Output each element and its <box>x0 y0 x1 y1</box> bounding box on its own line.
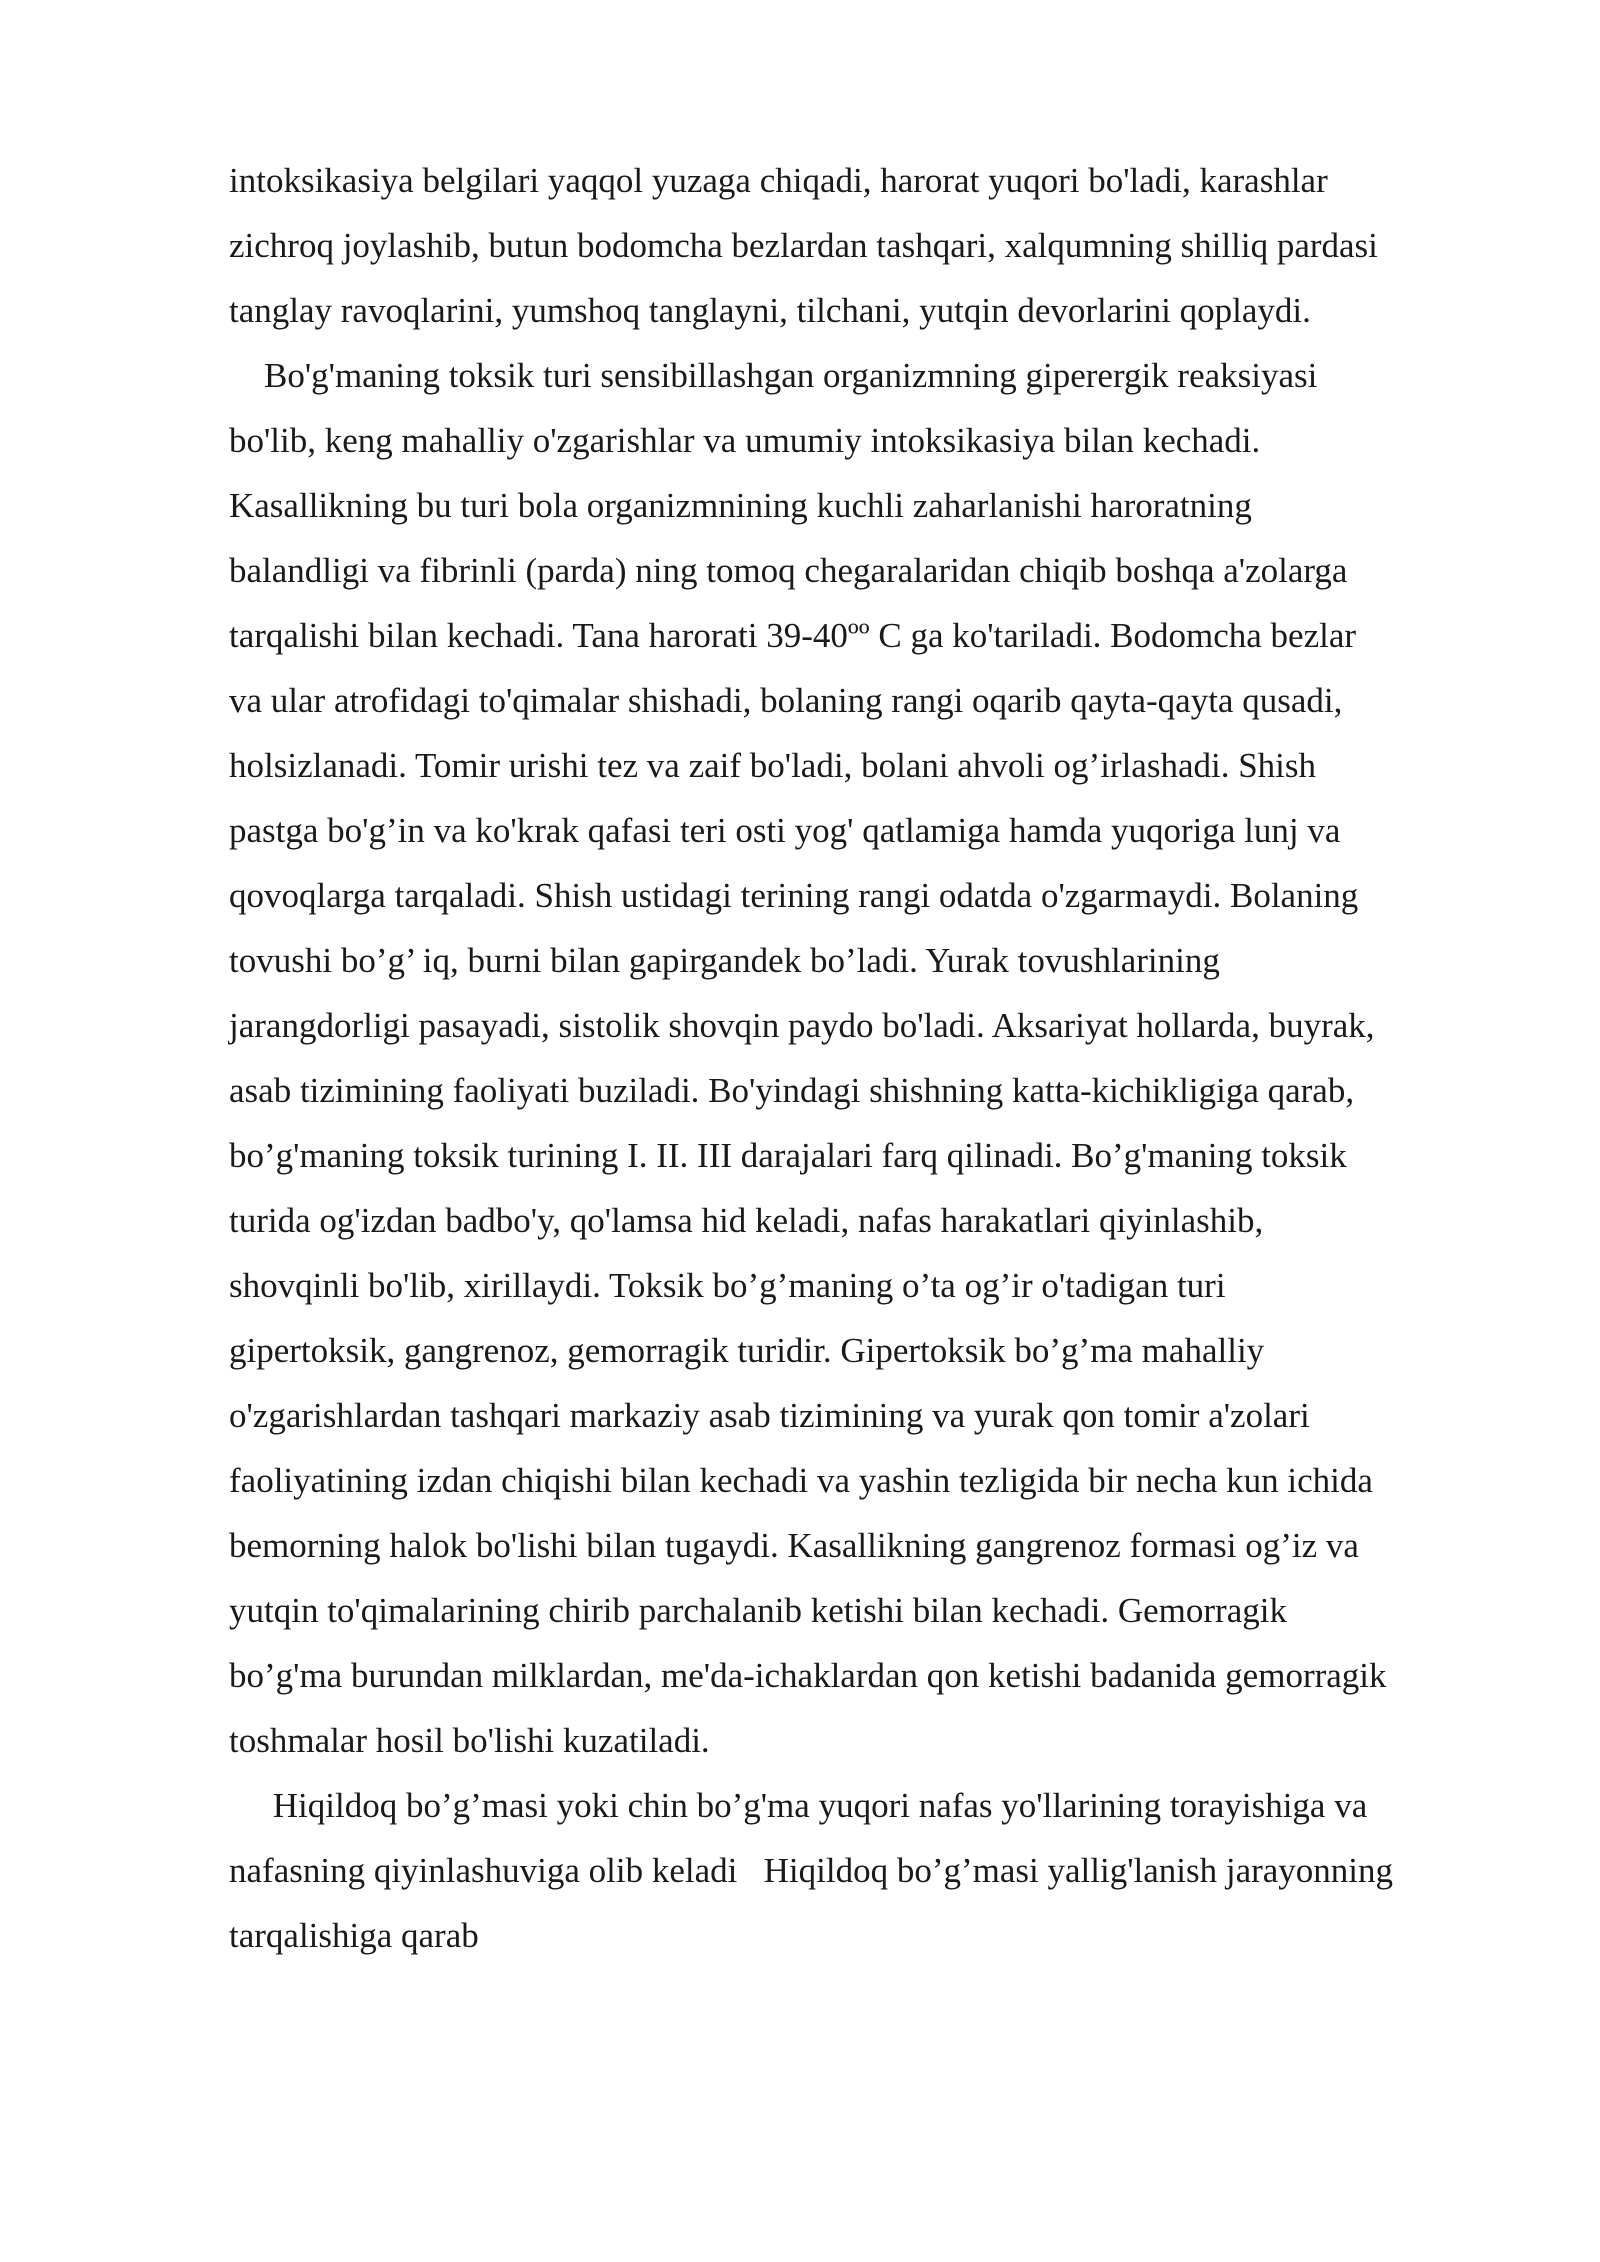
text-line: tarqalishi bilan kechadi. Tana harorati 39-40ºº C ga ko'tariladi. Bodomcha bezlar <box>229 616 1357 655</box>
text-line: va ular atrofidagi to'qimalar shishadi, bolaning rangi oqarib qayta-qayta qusadi, <box>229 681 1343 720</box>
text-line: Hiqildoq bo’g’masi yoki chin bo’g'ma yuqori nafas yo'llarining torayishiga va <box>229 1786 1368 1825</box>
text-line: yutqin to'qimalarining chirib parchalanib ketishi bilan kechadi. Gemorragik <box>229 1591 1287 1630</box>
paragraph-3 <box>229 1773 1509 1968</box>
text-line: qovoqlarga tarqaladi. Shish ustidagi terining rangi odatda o'zgarmaydi. Bolaning <box>229 876 1359 915</box>
text-line: bo’g'ma burundan milklardan, me'da-ichaklardan qon ketishi badanida gemorragik <box>229 1656 1387 1695</box>
text-line: asab tizimining faoliyati buziladi. Bo'yindagi shishning katta-kichikligiga qarab, <box>229 1071 1355 1110</box>
text-line: holsizlanadi. Tomir urishi tez va zaif bo'ladi, bolani ahvoli og’irlashadi. Shish <box>229 746 1317 785</box>
text-line: nafasning qiyinlashuviga olib keladi Hiqildoq bo’g’masi yallig'lanish jarayonning <box>229 1851 1394 1890</box>
text-line: bo'lib, keng mahalliy o'zgarishlar va umumiy intoksikasiya bilan kechadi. <box>229 421 1261 460</box>
text-line: bo’g'maning toksik turining I. II. III darajalari farq qilinadi. Bo’g'maning toksik <box>229 1136 1347 1175</box>
text-line: gipertoksik, gangrenoz, gemorragik turidir. Gipertoksik bo’g’ma mahalliy <box>229 1331 1265 1370</box>
text-line: turida og'izdan badbo'y, qo'lamsa hid keladi, nafas harakatlari qiyinlashib, <box>229 1201 1264 1240</box>
text-line: tarqalishiga qarab <box>229 1916 479 1955</box>
text-line: balandligi va fibrinli (parda) ning tomoq chegaralaridan chiqib boshqa a'zolarga <box>229 551 1348 590</box>
text-line: faoliyatining izdan chiqishi bilan kechadi va yashin tezligida bir necha kun ichida <box>229 1461 1373 1500</box>
text-line: Bo'g'maning toksik turi sensibillashgan organizmning giperergik reaksiyasi <box>229 356 1318 395</box>
text-line: o'zgarishlardan tashqari markaziy asab tizimining va yurak qon tomir a'zolari <box>229 1396 1310 1435</box>
text-line: toshmalar hosil bo'lishi kuzatiladi. <box>229 1721 710 1760</box>
text-line: zichroq joylashib, butun bodomcha bezlardan tashqari, xalqumning shilliq pardasi <box>229 226 1378 265</box>
text-line: tanglay ravoqlarini, yumshoq tanglayni, tilchani, yutqin devorlarini qoplaydi. <box>229 291 1311 330</box>
text-line: tovushi bo’g’ iq, burni bilan gapirgandek bo’ladi. Yurak tovushlarining <box>229 941 1220 980</box>
document-body <box>229 148 1509 1968</box>
text-line: jarangdorligi pasayadi, sistolik shovqin paydo bo'ladi. Aksariyat hollarda, buyrak, <box>229 1006 1375 1045</box>
text-line: Kasallikning bu turi bola organizmnining kuchli zaharlanishi haroratning <box>229 486 1252 525</box>
text-line: pastga bo'g’in va ko'krak qafasi teri osti yog' qatlamiga hamda yuqoriga lunj va <box>229 811 1341 850</box>
paragraph-1 <box>229 148 1509 343</box>
text-line: shovqinli bo'lib, xirillaydi. Toksik bo’g’maning o’ta og’ir o'tadigan turi <box>229 1266 1226 1305</box>
text-line: bemorning halok bo'lishi bilan tugaydi. Kasallikning gangrenoz formasi og’iz va <box>229 1526 1359 1565</box>
text-line: intoksikasiya belgilari yaqqol yuzaga chiqadi, harorat yuqori bo'ladi, karashlar <box>229 161 1328 200</box>
paragraph-2 <box>229 343 1509 1773</box>
